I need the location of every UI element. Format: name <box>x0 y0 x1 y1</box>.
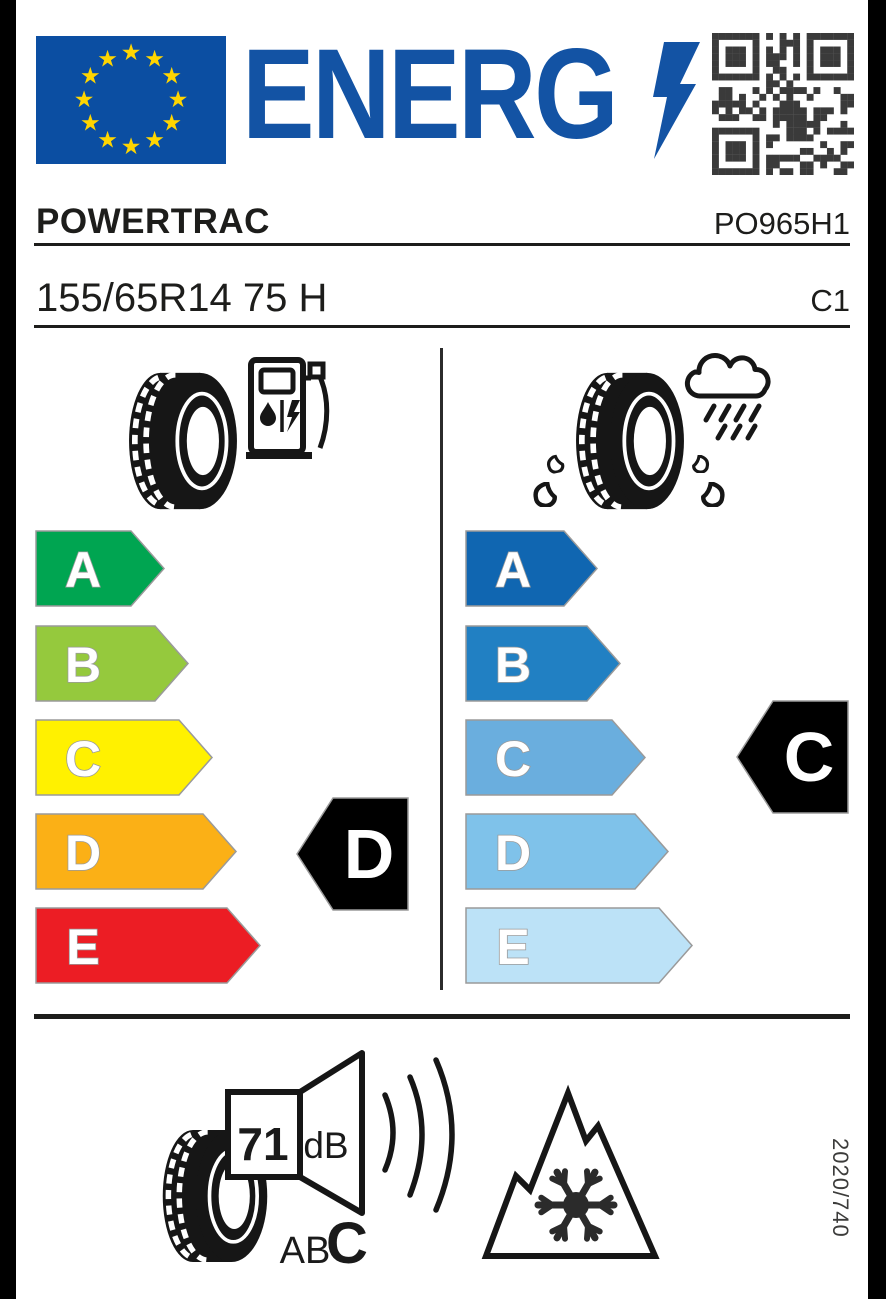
wet-grade-a-label: A <box>494 542 532 598</box>
qr-code <box>712 33 854 175</box>
svg-text:★: ★ <box>161 109 183 136</box>
right-border-bar <box>868 0 886 1299</box>
snow-grip-icon <box>478 1083 668 1263</box>
fuel-pump-icon <box>246 360 327 459</box>
section-divider-vertical <box>440 348 443 990</box>
brand-name: POWERTRAC <box>36 202 270 241</box>
svg-text:★: ★ <box>120 39 142 65</box>
wet-grade-b-arrow <box>465 625 622 702</box>
wet-rating-letter: C <box>783 718 835 796</box>
wet-grade-c-arrow <box>465 719 647 796</box>
fuel-grade-d-label: D <box>64 825 102 881</box>
fuel-grade-e-label: E <box>66 919 100 975</box>
fuel-efficiency-icon <box>118 350 348 515</box>
model-code: PO965H1 <box>713 206 850 241</box>
fuel-grade-b-label: B <box>64 637 102 693</box>
fuel-grade-d-arrow <box>35 813 238 890</box>
energ-logo-text: ENERG <box>242 23 617 166</box>
svg-text:★: ★ <box>120 133 142 159</box>
fuel-grade-c-label: C <box>64 731 102 787</box>
noise-class-selected: C <box>326 1211 368 1276</box>
noise-class-scale: AB <box>279 1230 331 1272</box>
svg-text:★: ★ <box>73 86 95 112</box>
regulation-number: 2020/740 <box>828 1138 853 1238</box>
fuel-grade-c-arrow <box>35 719 214 796</box>
fuel-grade-a-label: A <box>64 542 102 598</box>
divider-brand <box>34 243 850 246</box>
eu-flag-icon <box>36 36 226 164</box>
tyre-class: C1 <box>810 283 850 318</box>
svg-text:★: ★ <box>144 126 165 153</box>
sound-waves-icon <box>385 1060 452 1210</box>
divider-dimension <box>34 325 850 328</box>
rain-cloud-icon <box>676 344 786 444</box>
fuel-rating-indicator <box>296 797 409 911</box>
tyre-dimension: 155/65R14 75 H <box>36 276 328 320</box>
svg-text:★: ★ <box>97 45 118 72</box>
wet-grade-b-label: B <box>494 637 532 693</box>
left-border-bar <box>0 0 16 1299</box>
svg-text:★: ★ <box>79 109 101 136</box>
wet-grade-a-arrow <box>465 530 599 607</box>
wet-grade-e-arrow <box>465 907 694 984</box>
divider-noise-section <box>34 1014 850 1019</box>
fuel-grade-e-arrow <box>35 907 262 984</box>
wet-rating-indicator <box>736 700 849 814</box>
fuel-grade-b-arrow <box>35 625 190 702</box>
fuel-grade-a-arrow <box>35 530 166 607</box>
noise-value: 71 <box>237 1118 289 1170</box>
svg-text:★: ★ <box>97 126 118 153</box>
svg-text:★: ★ <box>167 86 189 112</box>
wet-grade-d-arrow <box>465 813 670 890</box>
fuel-rating-letter: D <box>343 815 395 893</box>
noise-unit: dB <box>303 1125 349 1166</box>
svg-text:★: ★ <box>144 45 165 72</box>
wet-grade-d-label: D <box>494 825 532 881</box>
lightning-bolt-icon <box>650 42 704 160</box>
svg-text:★: ★ <box>161 62 183 89</box>
noise-icon <box>158 1042 478 1282</box>
wet-grade-c-label: C <box>494 731 532 787</box>
svg-text:★: ★ <box>79 62 101 89</box>
energ-logo <box>242 23 682 166</box>
wet-grade-e-label: E <box>496 919 530 975</box>
